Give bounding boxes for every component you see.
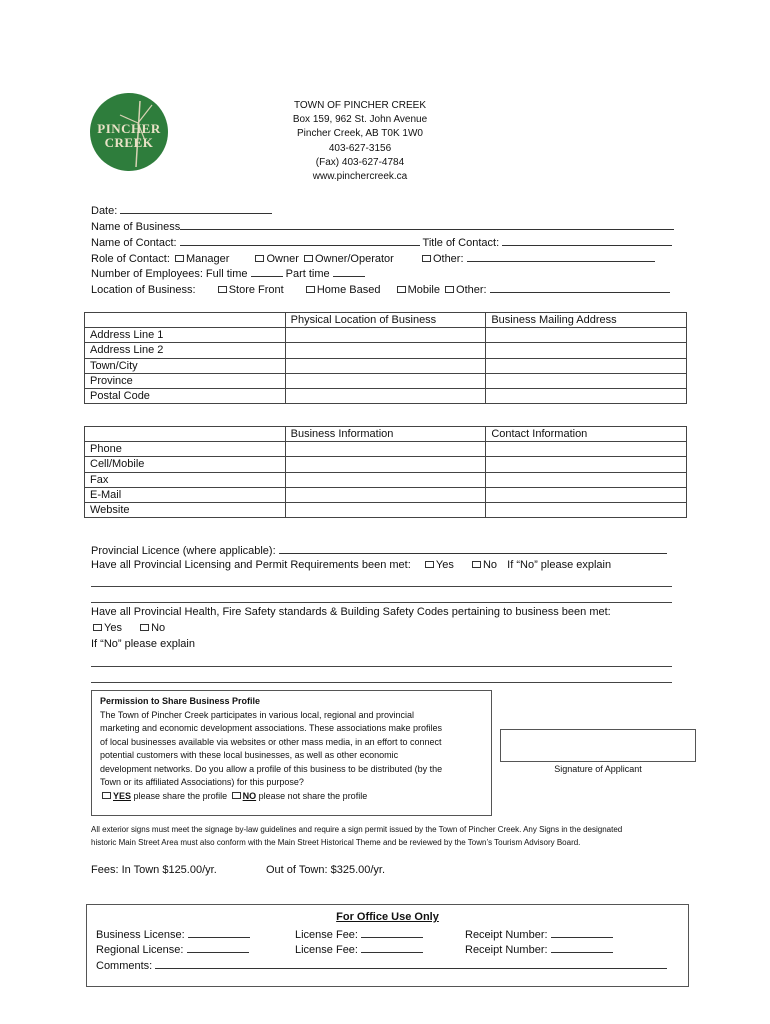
logo-text-1: PINCHER [97,121,161,136]
contact-cell[interactable] [486,502,687,517]
row-label: Province [85,373,286,388]
row-label: Website [85,502,286,517]
org-name: TOWN OF PINCHER CREEK [293,100,427,111]
address-line-1: Box 159, 962 St. John Avenue [292,114,428,126]
address-line-2: Pincher Creek, AB T0K 1W0 [297,128,423,140]
row-label: Town/City [85,358,286,373]
comments-field[interactable] [155,958,667,969]
license-fee-row-1 [295,927,423,941]
full-time-field[interactable] [251,266,283,277]
part-time-label: Part time [285,268,330,280]
business-cell[interactable] [285,442,486,457]
row-label: Cell/Mobile [85,457,286,472]
row-label: Address Line 1 [85,328,286,343]
role-owner-operator-checkbox[interactable] [304,255,313,262]
contact-title-field[interactable] [502,235,672,246]
business-cell[interactable] [285,457,486,472]
table-row [85,457,687,472]
fax-number: (Fax) 403-627-4784 [315,156,405,168]
contact-cell[interactable] [486,472,687,487]
signature-label: Signature of Applicant [554,764,642,774]
permission-title: Permission to Share Business Profile [100,696,261,706]
permit-explain-line-1[interactable] [91,586,672,587]
physical-cell[interactable] [285,343,486,358]
provincial-licence-label: Provincial Licence (where applicable): [91,545,276,557]
business-name-row [91,219,674,233]
safety-explain-label: If “No” please explain [91,638,195,650]
table-row [85,487,687,502]
role-owner-checkbox[interactable] [255,255,264,262]
store-front-checkbox[interactable] [218,286,227,293]
table-row [85,502,687,517]
share-no-checkbox[interactable] [232,792,241,799]
location-row [91,282,670,296]
signage-note [91,823,691,849]
regional-license-row [96,942,249,956]
location-other-checkbox[interactable] [445,286,454,293]
receipt-number-field[interactable] [551,942,613,953]
mailing-cell[interactable] [486,343,687,358]
business-name-field[interactable] [180,219,674,230]
contact-header-business: Business Information [285,427,486,442]
address-header-physical: Physical Location of Business [285,313,486,328]
safety-options-row [91,622,165,634]
table-row [85,373,687,388]
date-row [91,203,272,217]
safety-explain-line-1[interactable] [91,666,672,667]
permit-explain-line-2[interactable] [91,602,672,603]
date-field[interactable] [120,203,272,214]
comments-row [96,958,667,972]
office-use-title: For Office Use Only [336,911,439,923]
contact-cell[interactable] [486,442,687,457]
logo-text-2: CREEK [104,135,154,150]
provincial-licence-row [91,543,667,557]
row-label: Fax [85,472,286,487]
receipt-row-1 [465,927,613,941]
safety-yes-checkbox[interactable] [93,624,102,631]
business-license-field[interactable] [188,927,250,938]
receipt-row-2 [465,942,613,956]
license-fee-label: License Fee: [295,929,358,941]
contact-table-corner [85,427,286,442]
table-row [85,442,687,457]
business-license-row [96,927,250,941]
physical-cell[interactable] [285,388,486,403]
mobile-label: Mobile [407,284,440,296]
mailing-cell[interactable] [486,358,687,373]
permit-yes-checkbox[interactable] [425,561,434,568]
contact-header-contact: Contact Information [486,427,687,442]
table-row [85,388,687,403]
safety-explain-line-2[interactable] [91,682,672,683]
employees-label: Number of Employees: Full time [91,268,248,280]
signature-box[interactable] [500,729,696,762]
address-header-mailing: Business Mailing Address [486,313,687,328]
business-name-label: Name of Business [91,221,181,233]
share-yes-label: YES [113,790,132,801]
contact-name-label: Name of Contact: [91,237,177,249]
physical-cell[interactable] [285,328,486,343]
receipt-number-label: Receipt Number: [465,944,548,956]
safety-no-checkbox[interactable] [140,624,149,631]
permission-text-6: Town or its affiliated Associations) for this purpose? [100,777,304,787]
permission-options [100,790,483,804]
home-based-checkbox[interactable] [306,286,315,293]
row-label: Phone [85,442,286,457]
mailing-cell[interactable] [486,328,687,343]
role-owner-operator-label: Owner/Operator [314,253,394,265]
home-based-label: Home Based [316,284,381,296]
role-manager-checkbox[interactable] [175,255,184,262]
mailing-cell[interactable] [486,388,687,403]
license-fee-field[interactable] [361,942,423,953]
role-manager-label: Manager [185,253,230,265]
role-owner-label: Owner [266,253,299,265]
permission-text-5: development networks. Do you allow a profile of this business to be distributed (by the [100,763,443,774]
employees-row [91,266,365,280]
business-cell[interactable] [285,487,486,502]
contact-cell[interactable] [486,457,687,472]
permission-text-3: of local businesses available via websites or other mass media, in an effort to connect [100,736,442,747]
permission-text-4: potential customers with these local businesses, as well as other economic [100,750,399,760]
physical-cell[interactable] [285,358,486,373]
contact-title-label: Title of Contact: [422,237,500,249]
website: www.pinchercreek.ca [312,171,408,183]
permit-question-row [91,559,611,571]
license-fee-label: License Fee: [295,944,358,956]
store-front-label: Store Front [228,284,284,296]
table-row [85,472,687,487]
permit-question: Have all Provincial Licensing and Permit Requirements been met: [91,559,411,571]
role-other-field[interactable] [467,251,655,262]
letterhead [280,99,440,184]
permit-no-checkbox[interactable] [472,561,481,568]
contact-cell[interactable] [486,487,687,502]
table-row [85,358,687,373]
regional-license-field[interactable] [187,942,249,953]
role-row [91,251,655,265]
permission-text-1: The Town of Pincher Creek participates in various local, regional and provincial [100,709,414,720]
business-license-label: Business License: [96,929,185,941]
date-label: Date: [91,205,118,217]
business-cell[interactable] [285,472,486,487]
location-label: Location of Business: [91,284,196,296]
permit-yes-label: Yes [435,559,454,571]
table-row [85,343,687,358]
role-other-checkbox[interactable] [422,255,431,262]
address-table [84,312,687,404]
share-no-label: NO [242,790,257,801]
regional-license-label: Regional License: [96,944,184,956]
permission-box [91,690,492,816]
address-table-corner [85,313,286,328]
signage-note-1: All exterior signs must meet the signage by-law guidelines and require a sign permit issued by the Town of Pincher Creek. Any Signs in the designated [91,825,623,834]
contact-row [91,235,672,249]
permit-explain-label: If “No” please explain [507,559,612,571]
signage-note-2: historic Main Street Area must also conform with the Main Street Historical Theme and be reviewed by the Town’s Tourism Advisory Board. [91,838,581,847]
table-row [85,328,687,343]
share-yes-checkbox[interactable] [102,792,111,799]
share-no-text: please not share the profile [258,790,368,801]
contact-name-field[interactable] [180,235,420,246]
safety-question: Have all Provincial Health, Fire Safety standards & Building Safety Codes pertaining to business been met: [91,606,611,618]
license-fee-field[interactable] [361,927,423,938]
town-logo [90,93,168,171]
receipt-number-field[interactable] [551,927,613,938]
license-fee-row-2 [295,942,423,956]
row-label: Postal Code [85,388,286,403]
provincial-licence-field[interactable] [279,543,667,554]
permission-text-2: marketing and economic development associations. These associations make profiles [100,723,443,733]
mailing-cell[interactable] [486,373,687,388]
physical-cell[interactable] [285,373,486,388]
share-yes-text: please share the profile [133,790,228,801]
row-label: Address Line 2 [85,343,286,358]
fee-out-of-town: Out of Town: $325.00/yr. [266,864,386,876]
role-label: Role of Contact: [91,253,170,265]
safety-yes-label: Yes [104,622,122,634]
location-other-label: Other: [456,284,487,296]
location-other-field[interactable] [490,282,670,293]
office-use-box [86,904,689,987]
fee-in-town: Fees: In Town $125.00/yr. [91,864,217,876]
phone-number: 403-627-3156 [328,142,392,154]
mobile-checkbox[interactable] [397,286,406,293]
role-other-label: Other: [432,253,464,265]
business-cell[interactable] [285,502,486,517]
permit-no-label: No [482,559,498,571]
contact-table [84,426,687,518]
comments-label: Comments: [96,960,153,972]
safety-no-label: No [151,622,166,634]
part-time-field[interactable] [333,266,365,277]
receipt-number-label: Receipt Number: [465,929,548,941]
row-label: E-Mail [85,487,286,502]
